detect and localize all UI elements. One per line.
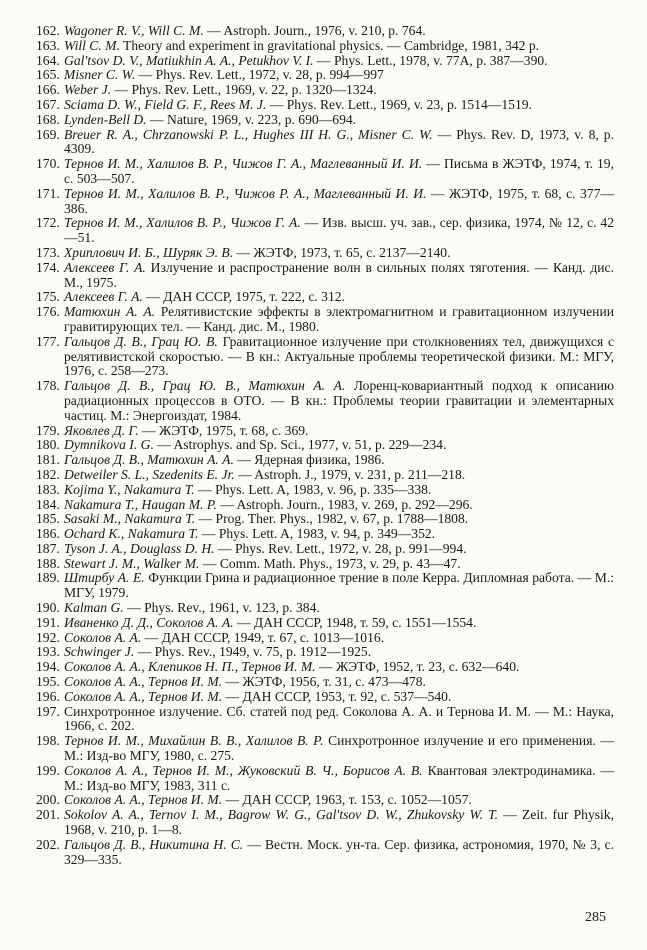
reference-body (64, 483, 614, 498)
reference-number: 170. (36, 156, 60, 172)
reference-text: Излучение и распространение волн в сильных полях тяготения. — Канд. дис. М., 1975. (64, 259, 614, 290)
reference-text: — Astrophys. and Sp. Sci., 1977, v. 51, p. 229—234. (153, 437, 447, 453)
reference-number: 179. (36, 422, 60, 438)
reference-number: 194. (36, 659, 60, 675)
reference-item (26, 793, 614, 808)
reference-body (64, 468, 614, 483)
reference-item (26, 542, 614, 557)
reference-item (26, 24, 614, 39)
reference-body (64, 157, 614, 187)
reference-authors: Sokolov A. A., Ternov I. M., Bagrow W. G., Gal'tsov D. W., Zhukovsky W. T. (64, 807, 499, 823)
reference-authors: Гальцов Д. В., Матюхин А. А. (64, 452, 234, 468)
reference-number: 164. (36, 52, 60, 68)
reference-number: 181. (36, 452, 60, 468)
reference-number: 197. (36, 703, 60, 719)
reference-body (64, 793, 614, 808)
reference-authors: Соколов А. А., Клепиков Н. П., Тернов И. М. (64, 659, 316, 675)
reference-item (26, 54, 614, 69)
reference-authors: Тернов И. М., Халилов В. Р., Чижов Г. А. (64, 215, 301, 231)
reference-text: — Письма в ЖЭТФ, 1974, т. 19, с. 503—507. (64, 156, 614, 186)
reference-number: 191. (36, 614, 60, 630)
reference-body (64, 498, 614, 513)
reference-authors: Wagoner R. V., Will C. M. (64, 23, 204, 38)
reference-number: 169. (36, 126, 60, 142)
reference-item (26, 808, 614, 838)
reference-body (64, 601, 614, 616)
reference-number: 167. (36, 96, 60, 112)
reference-text: — Astroph. J., 1979, v. 231, p. 211—218. (234, 466, 466, 482)
reference-text: — Phys. Lett., 1978, v. 77A, p. 387—390. (313, 52, 548, 68)
reference-body (64, 113, 614, 128)
reference-item (26, 305, 614, 335)
reference-number: 185. (36, 511, 60, 527)
reference-text: Релятивистские эффекты в электромагнитном и гравитационном излучении гравитирующих тел. — Канд. дис. М., 1980. (64, 304, 614, 334)
reference-body (64, 261, 614, 291)
reference-authors: Gal'tsov D. V., Matiukhin A. A., Petukhov V. I. (64, 52, 314, 68)
reference-text: — Phys. Rev. Lett., 1972, v. 28, p. 994—997 (135, 67, 384, 83)
reference-authors: Ochard K., Nakamura T. (64, 526, 199, 542)
reference-authors: Stewart J. M., Walker M. (64, 555, 200, 571)
reference-number: 189. (36, 570, 60, 586)
reference-text: Theory and experiment in gravitational physics. — Cambridge, 1981, 342 p. (119, 37, 540, 53)
reference-text: — Phys. Rev., 1961, v. 123, p. 384. (123, 600, 320, 616)
reference-text: — Phys. Lett. A, 1983, v. 96, p. 335—338. (194, 481, 432, 497)
reference-text: — Astroph. Journ., 1983, v. 269, p. 292—296. (216, 496, 473, 512)
reference-item (26, 157, 614, 187)
reference-item (26, 246, 614, 261)
reference-item (26, 498, 614, 513)
reference-text: Функции Грина и радиационное трение в поле Керра. Дипломная работа. — М.: МГУ, 1979. (64, 570, 615, 601)
page-number: 285 (585, 910, 606, 925)
reference-number: 172. (36, 215, 60, 231)
reference-body (64, 557, 614, 572)
reference-body (64, 542, 614, 557)
reference-text: Синхротронное излучение. Сб. статей под ред. Соколова А. А. и Тернова И. М. — М.: Наука, 1966, с. 202. (64, 703, 614, 734)
reference-text: — ДАН СССР, 1963, т. 153, с. 1052—1057. (222, 792, 472, 808)
reference-body (64, 527, 614, 542)
reference-number: 190. (36, 600, 60, 616)
reference-item (26, 645, 614, 660)
reference-body (64, 246, 614, 261)
reference-body (64, 424, 614, 439)
reference-number: 168. (36, 111, 60, 127)
reference-text: — Zeit. fur Physik, 1968, v. 210, p. 1—8. (64, 807, 614, 838)
reference-item (26, 128, 614, 158)
reference-body (64, 660, 614, 675)
reference-body (64, 764, 614, 794)
reference-text: — Phys. Rev. D, 1973, v. 8, p. 4309. (64, 126, 615, 157)
reference-text: — Вестн. Моск. ун-та. Сер. физика, астрономия, 1970, № 3, с. 329—335. (64, 836, 614, 867)
reference-number: 195. (36, 674, 60, 690)
reference-number: 198. (36, 733, 60, 749)
reference-authors: Соколов А. А., Тернов И. М., Жуковский В. Ч., Борисов А. В. (64, 762, 423, 778)
reference-item (26, 512, 614, 527)
reference-body (64, 705, 614, 735)
reference-item (26, 113, 614, 128)
reference-item (26, 261, 614, 291)
reference-text: — ДАН СССР, 1949, т. 67, с. 1013—1016. (141, 629, 385, 645)
reference-text: — ЖЭТФ, 1975, т. 68, с. 377—386. (64, 185, 614, 216)
reference-body (64, 690, 614, 705)
reference-text: Лоренц-ковариантный подход к описанию радиационных процессов в ОТО. — В кн.: Проблемы теории гравитации и элементарных частиц. М.: Энергоиздат, 1984. (64, 378, 614, 423)
reference-number: 200. (36, 792, 60, 808)
reference-body (64, 512, 614, 527)
reference-body (64, 54, 614, 69)
reference-item (26, 571, 614, 601)
reference-text: Квантовая электродинамика. — М.: Изд-во МГУ, 1983, 311 с. (64, 762, 614, 793)
reference-authors: Weber J. (64, 82, 112, 98)
reference-text: — ЖЭТФ, 1956, т. 31, с. 473—478. (222, 674, 426, 690)
reference-number: 183. (36, 481, 60, 497)
reference-number: 182. (36, 466, 60, 482)
reference-authors: Breuer R. A., Chrzanowski P. L., Hughes III H. G., Misner C. W. (64, 126, 433, 142)
reference-body (64, 83, 614, 98)
reference-number: 171. (36, 185, 60, 201)
reference-item (26, 379, 614, 423)
reference-number: 175. (36, 289, 60, 305)
reference-number: 199. (36, 762, 60, 778)
reference-item (26, 675, 614, 690)
reference-text: Синхротронное излучение и его применения. — М.: Изд-во МГУ, 1980, с. 275. (64, 733, 614, 764)
reference-authors: Detweiler S. L., Szedenits E. Jr. (64, 466, 235, 482)
reference-authors: Алексеев Г. А. (64, 289, 143, 305)
reference-body (64, 571, 614, 601)
reference-item (26, 424, 614, 439)
reference-item (26, 601, 614, 616)
reference-authors: Соколов А. А., Тернов И. М. (64, 674, 223, 690)
reference-text: Гравитационное излучение при столкновениях тел, движущихся с релятивистской скоростью. — В кн.: Актуальные проблемы теоретической физики. М.: МГУ, 1976, с. 258—273. (64, 333, 615, 379)
reference-authors: Яковлев Д. Г. (64, 422, 139, 438)
reference-text: — Phys. Rev. Lett., 1969, v. 23, p. 1514—1519. (266, 96, 532, 112)
reference-body (64, 453, 614, 468)
reference-number: 162. (36, 23, 60, 38)
reference-item (26, 216, 614, 246)
reference-text: — ЖЭТФ, 1975, т. 68, с. 369. (138, 422, 309, 438)
reference-authors: Гальцов Д. В., Грац Ю. В., Матюхин А. А. (64, 378, 346, 394)
reference-text: — Nature, 1969, v. 223, p. 690—694. (146, 111, 357, 127)
reference-item (26, 705, 614, 735)
reference-body (64, 305, 614, 335)
reference-text: — Astroph. Journ., 1976, v. 210, p. 764. (203, 23, 426, 38)
reference-text: — Ядерная физика, 1986. (233, 452, 385, 468)
reference-item (26, 734, 614, 764)
reference-number: 166. (36, 82, 60, 98)
reference-body (64, 438, 614, 453)
reference-text: — Phys. Lett. A, 1983, v. 94, p. 349—352. (198, 526, 436, 542)
reference-body (64, 68, 614, 83)
reference-authors: Хриплович И. Б., Шуряк Э. В. (64, 244, 234, 260)
reference-authors: Sasaki M., Nakamura T. (64, 511, 196, 527)
reference-authors: Матюхин А. А. (64, 304, 156, 320)
reference-authors: Гальцов Д. В., Никитина Н. С. (64, 836, 244, 852)
reference-number: 192. (36, 629, 60, 645)
reference-item (26, 187, 614, 217)
reference-number: 178. (36, 378, 60, 394)
reference-number: 165. (36, 67, 60, 83)
reference-number: 193. (36, 644, 60, 660)
reference-body (64, 290, 614, 305)
reference-body (64, 645, 614, 660)
reference-item (26, 557, 614, 572)
reference-number: 187. (36, 540, 60, 556)
reference-authors: Алексеев Г. А. (64, 259, 146, 275)
reference-number: 201. (36, 807, 60, 823)
reference-text: — ДАН СССР, 1948, т. 59, с. 1551—1554. (233, 614, 477, 630)
reference-item (26, 527, 614, 542)
reference-item (26, 764, 614, 794)
reference-authors: Dymnikova I. G. (64, 437, 154, 453)
reference-authors: Sciama D. W., Field G. F., Rees M. J. (64, 96, 267, 112)
reference-item (26, 335, 614, 379)
reference-body (64, 128, 614, 158)
reference-body (64, 616, 614, 631)
reference-item (26, 68, 614, 83)
reference-authors: Штирбу А. Е. (64, 570, 145, 586)
reference-authors: Тернов И. М., Халилов В. Р., Чижов Р. А., Маглеванный И. И. (64, 185, 427, 201)
reference-authors: Kojima Y., Nakamura T. (64, 481, 195, 497)
reference-text: — Phys. Rev. Lett., 1972, v. 28, p. 991—994. (214, 540, 467, 556)
reference-body (64, 216, 614, 246)
reference-authors: Schwinger J. (64, 644, 135, 660)
reference-authors: Lynden-Bell D. (64, 111, 147, 127)
reference-body (64, 24, 614, 39)
reference-item (26, 290, 614, 305)
reference-text: — Изв. высш. уч. зав., сер. физика, 1974, № 12, с. 42—51. (64, 215, 614, 246)
reference-number: 163. (36, 37, 60, 53)
reference-text: — Prog. Ther. Phys., 1982, v. 67, p. 1788—1808. (195, 511, 469, 527)
reference-item (26, 83, 614, 98)
reference-number: 202. (36, 836, 60, 852)
reference-item (26, 98, 614, 113)
reference-number: 177. (36, 333, 60, 349)
reference-authors: Tyson J. A., Douglass D. H. (64, 540, 215, 556)
reference-item (26, 453, 614, 468)
reference-body (64, 379, 614, 423)
reference-text: — ДАН СССР, 1975, т. 222, с. 312. (142, 289, 345, 305)
reference-text: — Comm. Math. Phys., 1973, v. 29, p. 43—47. (199, 555, 461, 571)
reference-body (64, 39, 614, 54)
reference-item (26, 468, 614, 483)
reference-authors: Тернов И. М., Халилов В. Р., Чижов Г. А., Маглеванный И. И. (64, 156, 423, 172)
reference-authors: Misner C. W. (64, 67, 136, 83)
reference-item (26, 690, 614, 705)
reference-item (26, 838, 614, 868)
reference-body (64, 734, 614, 764)
reference-body (64, 808, 614, 838)
reference-number: 196. (36, 688, 60, 704)
reference-authors: Гальцов Д. В., Грац Ю. В. (64, 333, 218, 349)
reference-text: — ЖЭТФ, 1973, т. 65, с. 2137—2140. (233, 244, 451, 260)
reference-authors: Соколов А. А. (64, 629, 142, 645)
reference-number: 186. (36, 526, 60, 542)
reference-number: 174. (36, 259, 60, 275)
reference-body (64, 675, 614, 690)
reference-number: 173. (36, 244, 60, 260)
reference-text: — Phys. Rev. Lett., 1969, v. 22, p. 1320—1324. (111, 82, 377, 98)
reference-number: 180. (36, 437, 60, 453)
reference-authors: Соколов А. А., Тернов И. М. (64, 792, 223, 808)
reference-body (64, 631, 614, 646)
reference-item (26, 483, 614, 498)
reference-authors: Nakamura T., Haugan M. P. (64, 496, 217, 512)
reference-body (64, 335, 614, 379)
reference-text: — ДАН СССР, 1953, т. 92, с. 537—540. (222, 688, 452, 704)
reference-authors: Тернов И. М., Михайлин В. В., Халилов В. Р. (64, 733, 324, 749)
reference-item (26, 616, 614, 631)
reference-body (64, 838, 614, 868)
reference-body (64, 98, 614, 113)
reference-body (64, 187, 614, 217)
reference-item (26, 631, 614, 646)
reference-number: 184. (36, 496, 60, 512)
reference-authors: Иваненко Д. Д., Соколов А. А. (64, 614, 234, 630)
reference-item (26, 438, 614, 453)
reference-item (26, 39, 614, 54)
reference-text: — Phys. Rev., 1949, v. 75, p. 1912—1925. (134, 644, 372, 660)
reference-authors: Will C. M. (64, 37, 120, 53)
reference-authors: Kalman G. (64, 600, 124, 616)
reference-text: — ЖЭТФ, 1952, т. 23, с. 632—640. (315, 659, 520, 675)
reference-authors: Соколов А. А., Тернов И. М. (64, 688, 223, 704)
reference-number: 188. (36, 555, 60, 571)
reference-number: 176. (36, 304, 60, 320)
reference-item (26, 660, 614, 675)
reference-list (26, 24, 614, 867)
